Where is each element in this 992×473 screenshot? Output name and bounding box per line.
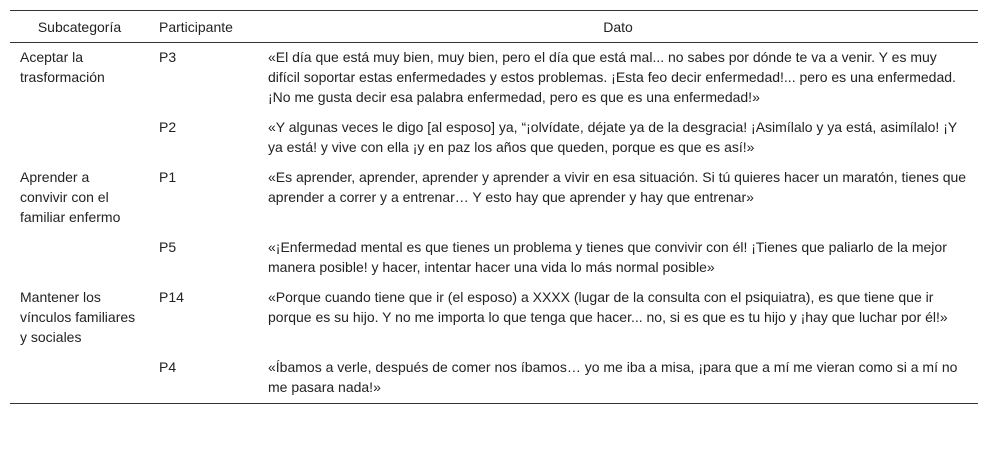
quote-cell: «El día que está muy bien, muy bien, pero el día que está mal... no sabes por dónde te va a venir. Y es muy difícil soportar estas enfermedades y estos problemas. ¡Esta feo decir enfermedad!... pero es una enfermedad. ¡No me gusta decir esa palabra enfermedad, pero es que es una enfermedad!» (268, 49, 956, 105)
table-row (10, 43, 978, 114)
participant-cell: P1 (159, 169, 177, 185)
header-subcategoria: Subcategoría (10, 11, 149, 43)
participant-cell: P3 (159, 49, 177, 65)
participant-cell: P5 (159, 239, 177, 255)
subcategory-cell: Aprender a convivir con el familiar enfermo (20, 169, 121, 225)
participant-cell: P4 (149, 353, 258, 404)
table-row (10, 113, 978, 163)
table-header-row (10, 11, 978, 43)
header-dato: Dato (258, 11, 978, 43)
table-row (10, 233, 978, 283)
quote-cell: «Porque cuando tiene que ir (el esposo) a XXXX (lugar de la consulta con el psiquiatra), es que tiene que ir porque es su hijo. Y no me importa lo que tenga que hacer... no, si es que es tu hijo y ¡hay que luchar por él!» (268, 289, 948, 325)
table-row (10, 353, 978, 404)
header-participante: Participante (149, 11, 258, 43)
quote-cell: «Es aprender, aprender, aprender y aprender a vivir en esa situación. Si tú quieres hacer un maratón, tienes que aprender a correr y a entrenar… Y esto hay que aprender y hay que entrenar» (268, 169, 967, 205)
subcategory-cell (10, 353, 149, 404)
quote-cell: «¡Enfermedad mental es que tienes un problema y tienes que convivir con él! ¡Tienes que paliarlo de la mejor manera posible! y hacer, intentar hacer una vida lo más normal posible» (268, 239, 947, 275)
participant-cell: P14 (159, 289, 184, 305)
quote-cell: «Y algunas veces le digo [al esposo] ya, “¡olvídate, déjate ya de la desgracia! ¡Asimílalo y ya está, asimílalo! ¡Y ya está! y vive con ella ¡y en paz los años que queden, porque es que es así!» (268, 119, 957, 155)
table-row (10, 283, 978, 353)
table-row (10, 163, 978, 233)
subcategory-cell: Aceptar la trasformación (20, 49, 105, 85)
participant-cell: P2 (159, 119, 177, 135)
subcategory-cell: Mantener los vínculos familiares y sociales (20, 289, 136, 345)
table-container (10, 10, 978, 404)
subcategory-cell (10, 233, 149, 283)
quote-cell: «Íbamos a verle, después de comer nos íbamos… yo me iba a misa, ¡para que a mí me vieran como si a mí no me pasara nada!» (258, 353, 978, 404)
quotes-table (10, 10, 978, 404)
subcategory-cell (10, 113, 149, 163)
